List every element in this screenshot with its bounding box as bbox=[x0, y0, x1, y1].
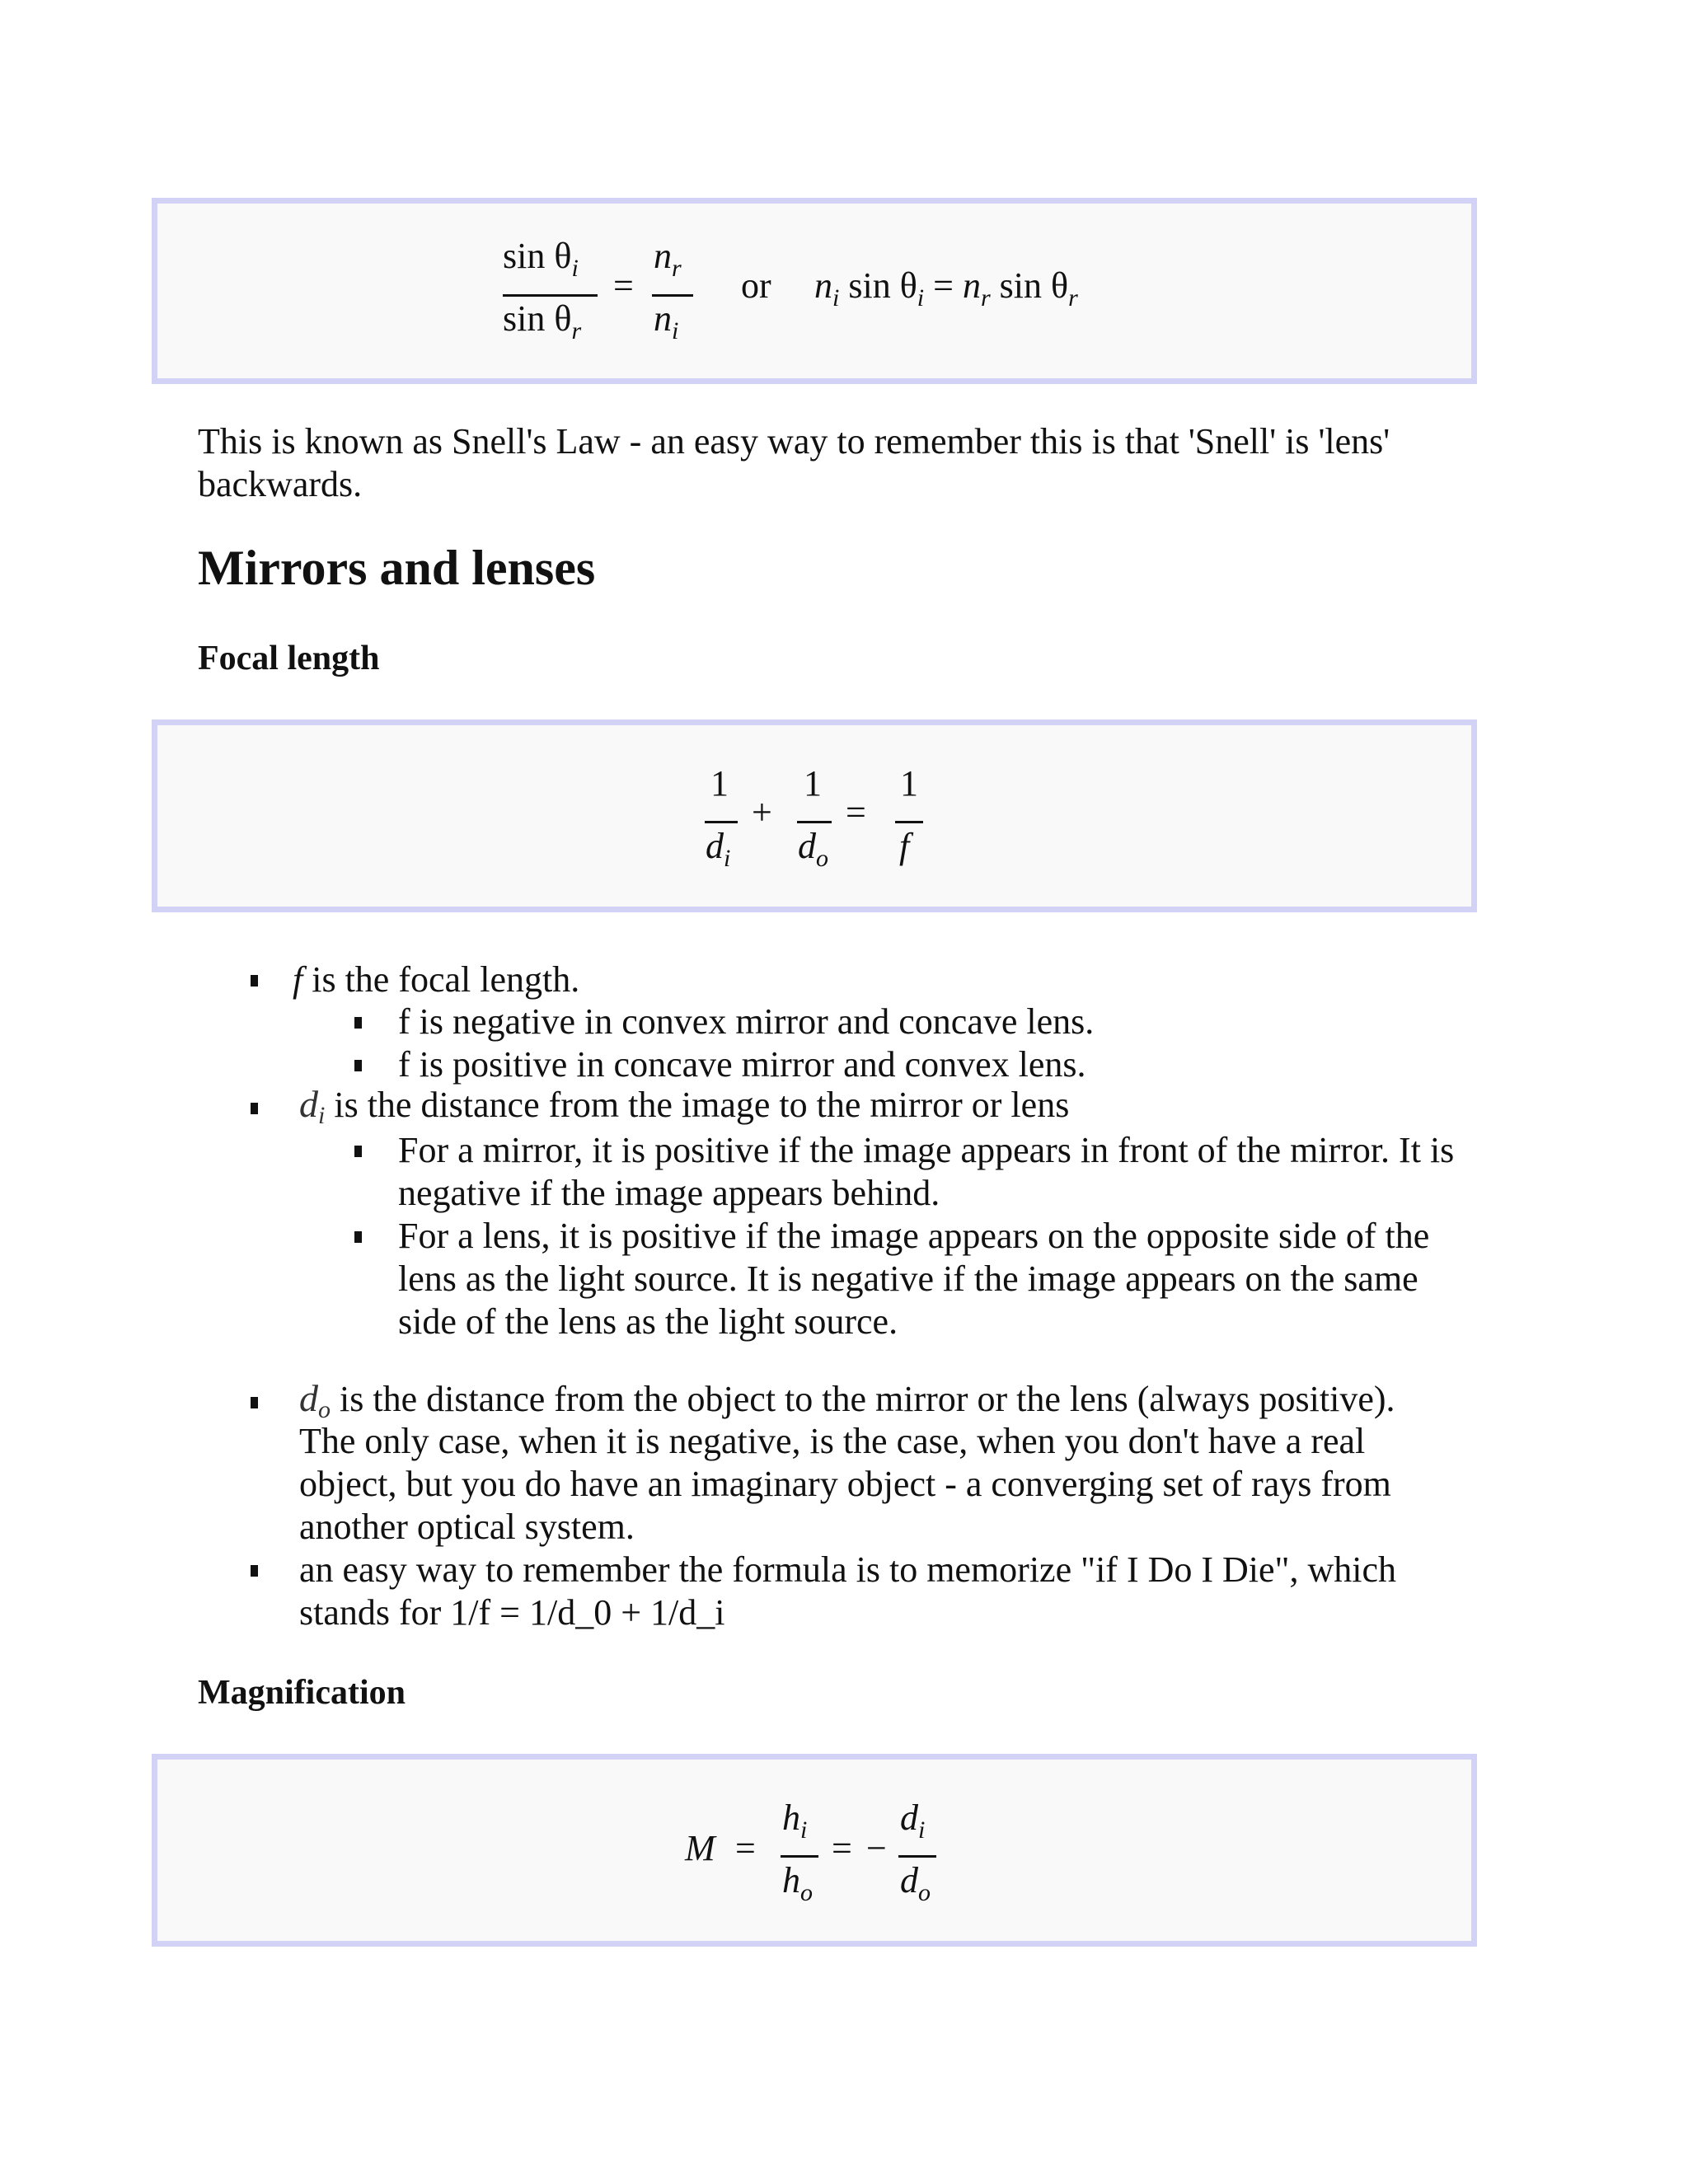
bullet-marker bbox=[251, 1397, 258, 1408]
snell-explanation-line-2: backwards. bbox=[198, 464, 363, 504]
d-variable: d bbox=[299, 1083, 318, 1125]
list-item-mirror-sign-line-2: negative if the image appears behind. bbox=[398, 1173, 940, 1213]
sin-theta-text: sin θ bbox=[503, 298, 572, 339]
subscript-i: i bbox=[571, 255, 579, 282]
bullet-marker bbox=[251, 975, 258, 987]
subscript-i: i bbox=[724, 845, 731, 872]
lens-equals-sign: = bbox=[846, 792, 866, 832]
list-item-mnemonic-line-2: stands for 1/f = 1/d_0 + 1/d_i bbox=[299, 1592, 725, 1633]
list-item-mirror-sign-line-1: For a mirror, it is positive if the image appears in front of the mirror. It is bbox=[398, 1130, 1455, 1170]
subscript-i: i bbox=[918, 1816, 926, 1844]
equals-sign: = bbox=[924, 265, 963, 306]
list-item-text: is the distance from the image to the mirror or lens bbox=[325, 1085, 1070, 1125]
list-item-lens-sign-line-2: lens as the light source. It is negative if the image appears on the same bbox=[398, 1258, 1418, 1299]
magnification-equals-sign-1: = bbox=[735, 1828, 756, 1868]
d-variable: d bbox=[706, 826, 724, 866]
snell-equals-sign: = bbox=[613, 265, 634, 306]
n-variable: n bbox=[654, 298, 672, 339]
list-item-object-distance-line-4: another optical system. bbox=[299, 1507, 635, 1547]
magnification-formula-box bbox=[152, 1754, 1477, 1947]
bullet-marker bbox=[251, 1103, 258, 1114]
subscript-o: o bbox=[918, 1879, 931, 1906]
list-item-text: is the distance from the object to the mirror or the lens (always positive). bbox=[331, 1379, 1395, 1419]
snell-lhs-denominator bbox=[503, 298, 582, 344]
n-variable: n bbox=[654, 236, 672, 276]
lens-formula-box bbox=[152, 719, 1477, 912]
subscript-r: r bbox=[672, 255, 682, 282]
snell-rhs-denominator bbox=[654, 298, 679, 344]
snell-formula-box bbox=[152, 198, 1477, 384]
list-item-lens-sign-line-1: For a lens, it is positive if the image appears on the opposite side of the bbox=[398, 1216, 1430, 1256]
lens-one-numerator-2: 1 bbox=[804, 763, 822, 804]
lens-fraction-bar-3 bbox=[895, 821, 923, 823]
list-item-object-distance-line-1 bbox=[299, 1377, 1395, 1425]
lens-one-numerator-1: 1 bbox=[710, 763, 729, 804]
d-variable: d bbox=[798, 826, 816, 866]
list-item-object-distance-line-3: object, but you do have an imaginary object - a converging set of rays from bbox=[299, 1464, 1391, 1504]
section-title-mirrors-and-lenses: Mirrors and lenses bbox=[198, 541, 596, 595]
lens-fraction-bar-1 bbox=[705, 821, 738, 823]
magnification-m-variable: M bbox=[685, 1828, 715, 1868]
snell-lhs-numerator bbox=[503, 235, 579, 282]
subheading-magnification: Magnification bbox=[198, 1674, 406, 1712]
list-item-image-distance bbox=[299, 1083, 1069, 1131]
subscript-i: i bbox=[832, 284, 840, 312]
sin-theta-text: sin θ bbox=[839, 265, 917, 306]
subscript-r: r bbox=[571, 317, 582, 344]
sin-theta-text: sin θ bbox=[503, 236, 572, 276]
subscript-r: r bbox=[1068, 284, 1078, 312]
subscript-o: o bbox=[800, 1879, 813, 1906]
magnification-di-numerator bbox=[900, 1797, 926, 1844]
magnification-equals-sign-2: = bbox=[832, 1828, 852, 1868]
magnification-fraction-bar-2 bbox=[898, 1855, 936, 1858]
snell-alternate-form bbox=[814, 265, 1078, 312]
bullet-marker bbox=[354, 1146, 362, 1157]
lens-plus-sign: + bbox=[752, 792, 772, 832]
lens-one-numerator-3: 1 bbox=[900, 763, 918, 804]
snell-or-word: or bbox=[741, 265, 771, 306]
lens-fraction-bar-2 bbox=[797, 821, 832, 823]
d-variable: d bbox=[299, 1377, 318, 1419]
bullet-marker bbox=[251, 1565, 258, 1577]
subscript-i: i bbox=[917, 284, 925, 312]
h-variable: h bbox=[782, 1797, 800, 1838]
h-variable: h bbox=[782, 1860, 800, 1900]
sin-theta-text: sin θ bbox=[990, 265, 1069, 306]
list-item-f-negative: f is negative in convex mirror and concave lens. bbox=[398, 1001, 1095, 1042]
list-item-f-positive: f is positive in concave mirror and convex lens. bbox=[398, 1044, 1086, 1085]
lens-di-denominator bbox=[706, 825, 731, 872]
subscript-i: i bbox=[800, 1816, 808, 1844]
bullet-marker bbox=[354, 1017, 362, 1029]
n-variable: n bbox=[962, 265, 981, 306]
bullet-marker bbox=[354, 1231, 362, 1243]
snell-lhs-fraction-bar bbox=[503, 294, 598, 297]
subscript-o: o bbox=[318, 1396, 331, 1423]
snell-rhs-numerator bbox=[654, 235, 682, 282]
magnification-ho-denominator bbox=[782, 1859, 813, 1906]
magnification-do-denominator bbox=[900, 1859, 931, 1906]
subscript-r: r bbox=[980, 284, 991, 312]
subheading-focal-length: Focal length bbox=[198, 640, 380, 677]
list-item-text: is the focal length. bbox=[302, 959, 580, 1000]
list-item-focal-length bbox=[293, 958, 579, 1001]
list-item-mnemonic-line-1: an easy way to remember the formula is to memorize "if I Do I Die", which bbox=[299, 1549, 1397, 1590]
magnification-fraction-bar-1 bbox=[781, 1855, 818, 1858]
list-item-object-distance-line-2: The only case, when it is negative, is the case, when you don't have a real bbox=[299, 1421, 1366, 1461]
n-variable: n bbox=[814, 265, 832, 306]
d-variable: d bbox=[900, 1797, 918, 1838]
lens-f-denominator: f bbox=[899, 826, 910, 866]
subscript-o: o bbox=[816, 845, 828, 872]
list-item-lens-sign-line-3: side of the lens as the light source. bbox=[398, 1301, 898, 1342]
subscript-i: i bbox=[672, 317, 679, 344]
f-variable: f bbox=[293, 959, 303, 1000]
subscript-i: i bbox=[318, 1102, 326, 1129]
magnification-hi-numerator bbox=[782, 1797, 808, 1844]
snell-explanation-line-1: This is known as Snell's Law - an easy way to remember this is that 'Snell' is 'lens' bbox=[198, 421, 1390, 462]
snell-rhs-fraction-bar bbox=[652, 294, 693, 297]
lens-do-denominator bbox=[798, 825, 828, 872]
bullet-marker bbox=[354, 1060, 362, 1071]
d-variable: d bbox=[900, 1860, 918, 1900]
magnification-minus-sign: − bbox=[866, 1828, 887, 1868]
